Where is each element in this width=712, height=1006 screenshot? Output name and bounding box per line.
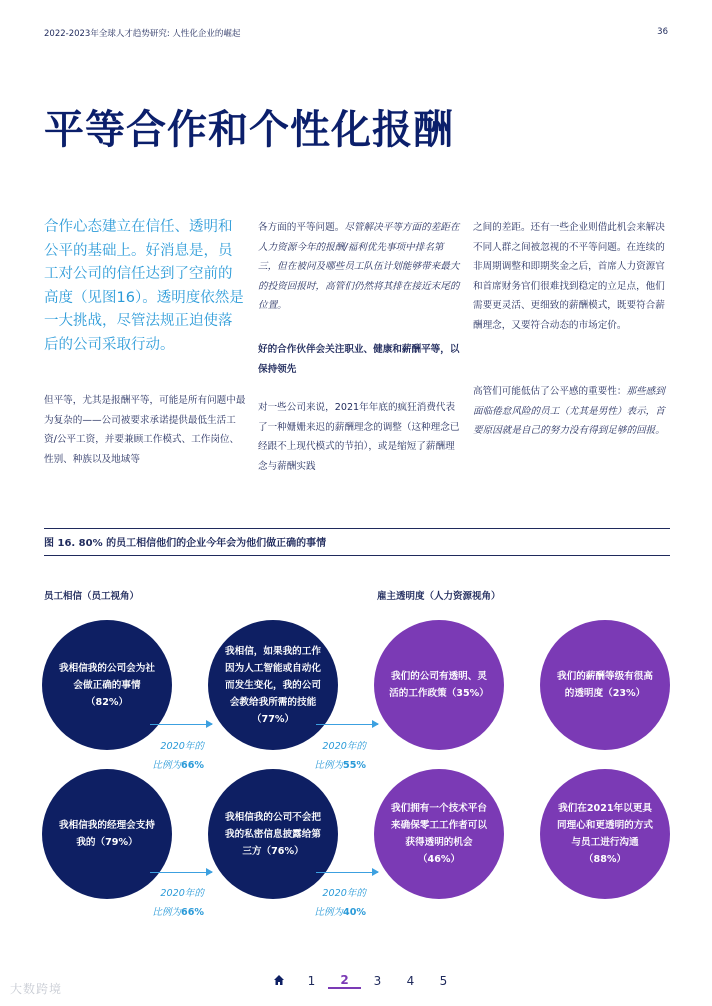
note-prefix: 比例为 [152,907,182,918]
page-link-5[interactable]: 5 [439,974,448,988]
body-paragraph-5 [473,382,673,441]
page-link-4[interactable]: 4 [406,974,415,988]
body-paragraph-2-plain: 各方面的平等问题。 [258,222,345,233]
circle-stat: 我相信我的经理会支持我的（79%） [42,769,172,899]
body-paragraph-5-plain: 高管们可能低估了公平感的重要性： [473,386,627,397]
connector-arrow [150,724,212,725]
note-line1: 2020年的 [322,741,366,752]
previous-year-note [124,884,204,922]
running-head: 2022-2023年全球人才趋势研究: 人性化企业的崛起 [44,29,241,39]
note-line1: 2020年的 [160,888,204,899]
home-icon[interactable] [262,974,295,989]
page-link-2-current[interactable]: 2 [328,973,361,989]
note-value: 40% [343,907,366,918]
note-value: 55% [343,760,366,771]
figure-left-label: 员工相信（员工视角） [44,591,140,602]
page-title: 平等合作和个性化报酬 [44,107,454,153]
previous-year-note [286,737,366,775]
circle-stat: 我们拥有一个技术平台来确保零工工作者可以获得透明的机会（46%） [374,769,504,899]
note-prefix: 比例为 [314,907,344,918]
circle-stat: 我们的公司有透明、灵活的工作政策（35%） [374,620,504,750]
circle-stat: 我们的薪酬等级有很高的透明度（23%） [540,620,670,750]
figure-top-rule [44,528,670,529]
lead-paragraph: 合作心态建立在信任、透明和公平的基础上。好消息是，员工对公司的信任达到了空前的高度（见图16）。透明度依然是一大挑战，尽管法规正迫使落后的公司采取行动。 [44,219,244,353]
body-paragraph-3: 对一些公司来说，2021年年底的疯狂消费代表了一种姗姗来迟的薪酬理念的调整（这种理念已经跟不上现代模式的节拍），或是缩短了薪酬理念与薪酬实践 [258,402,460,472]
body-paragraph-2 [258,218,461,316]
previous-year-note [286,884,366,922]
page-link-1[interactable]: 1 [307,974,316,988]
page-navigation [262,973,460,989]
figure-title: 图 16. 80% 的员工相信他们的企业今年会为他们做正确的事情 [44,538,327,549]
body-paragraph-2-italic: 尽管解决平等方面的差距在人力资源今年的报酬/福利优先事项中排名第三，但在被问及哪些员工队伍计划能够带来最大的投资回报时，高管们仍然将其排在接近末尾的位置。 [258,222,460,311]
circle-stat: 我相信我的公司不会把我的私密信息披露给第三方（76%） [208,769,338,899]
note-prefix: 比例为 [314,760,344,771]
watermark: 大数跨境 [10,982,63,996]
connector-arrow [316,872,378,873]
connector-arrow [150,872,212,873]
body-subheading: 好的合作伙伴会关注职业、健康和薪酬平等，以保持领先 [258,344,460,375]
body-paragraph-4: 之间的差距。还有一些企业则借此机会来解决不同人群之间被忽视的不平等问题。在连续的非周期调整和即期奖金之后，首席人力资源官和首席财务官们很难找到稳定的立足点，他们需要更灵活、更细致的薪酬模式，既要符合薪酬理念，又要符合动态的市场定价。 [473,222,665,331]
previous-year-note [124,737,204,775]
circle-stat: 我们在2021年以更具同理心和更透明的方式与员工进行沟通（88%） [540,769,670,899]
note-value: 66% [181,760,204,771]
body-paragraph-5-italic: 那些感到面临倦怠风险的员工（尤其是男性）表示，首要原因就是自己的努力没有得到足够的回报。 [473,386,665,436]
page-number: 36 [657,27,668,37]
page-link-3[interactable]: 3 [373,974,382,988]
figure-title-rule [44,555,670,556]
circle-stat: 我相信我的公司会为社会做正确的事情（82%） [42,620,172,750]
note-line1: 2020年的 [160,741,204,752]
body-paragraph-1: 但平等，尤其是报酬平等，可能是所有问题中最为复杂的——公司被要求承诺提供最低生活工资/公平工资，并要兼顾工作模式、工作岗位、性别、种族以及地域等 [44,395,246,465]
note-line1: 2020年的 [322,888,366,899]
note-prefix: 比例为 [152,760,182,771]
figure-right-label: 雇主透明度（人力资源视角） [377,591,501,602]
circle-stat: 我相信，如果我的工作因为人工智能或自动化而发生变化，我的公司会教给我所需的技能（77%） [208,620,338,750]
note-value: 66% [181,907,204,918]
connector-arrow [316,724,378,725]
